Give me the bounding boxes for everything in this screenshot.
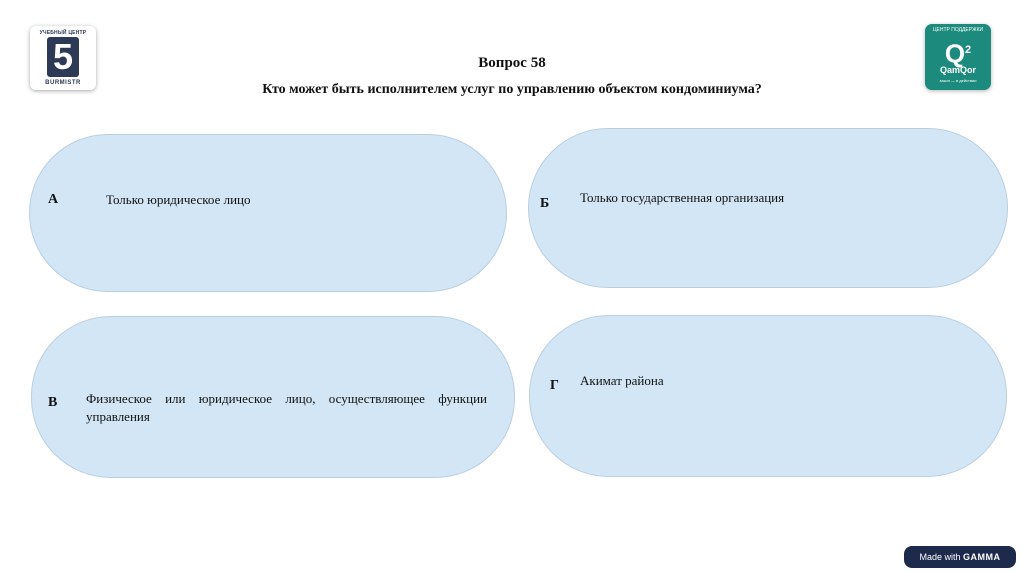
answer-option-g[interactable] bbox=[529, 315, 1007, 477]
qamqor-sub: закон — в действии bbox=[939, 78, 977, 83]
option-text: Только юридическое лицо bbox=[106, 192, 251, 207]
logo-bottom-text: BURMISTR bbox=[45, 80, 81, 86]
answer-option-b[interactable] bbox=[528, 128, 1008, 288]
answer-option-v[interactable] bbox=[31, 316, 515, 478]
qamqor-letter: Q bbox=[944, 38, 966, 69]
qamqor-sup: 2 bbox=[965, 44, 972, 56]
badge-prefix: Made with bbox=[919, 552, 961, 562]
option-letter: А bbox=[48, 192, 59, 207]
answer-option-a[interactable] bbox=[29, 134, 507, 292]
option-letter: В bbox=[48, 395, 58, 410]
made-with-gamma-badge[interactable] bbox=[904, 546, 1016, 568]
option-text: Только государственная организация bbox=[580, 190, 785, 205]
option-text: Акимат района bbox=[580, 373, 664, 388]
qamqor-name: QamQor bbox=[939, 65, 976, 75]
logo-top-text: УЧЕБНЫЙ ЦЕНТР bbox=[39, 30, 87, 36]
badge-brand: GAMMA bbox=[963, 552, 1001, 562]
option-letter: Б bbox=[540, 196, 550, 211]
qamqor-top-text: ЦЕНТР ПОДДЕРЖКИ bbox=[932, 27, 984, 33]
option-text: Физическое или юридическое лицо, осуществляющее функции управления bbox=[86, 391, 487, 424]
logo-digit: 5 bbox=[47, 37, 79, 77]
option-letter: Г bbox=[550, 378, 559, 393]
question-number: Вопрос 58 bbox=[478, 55, 546, 71]
question-text: Кто может быть исполнителем услуг по управлению объектом кондоминиума? bbox=[262, 82, 762, 97]
